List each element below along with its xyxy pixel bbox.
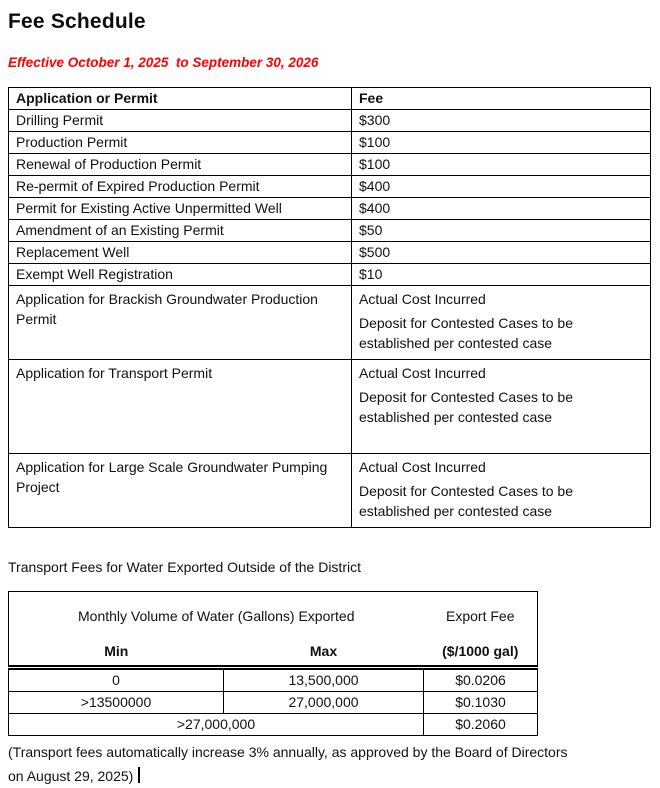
fee-cell: $10 [352, 264, 651, 286]
fee-cell: $400 [352, 198, 651, 220]
application-cell [9, 454, 352, 528]
volume-header-cell: Monthly Volume of Water (Gallons) Exported [78, 608, 355, 624]
application-cell: Re-permit of Expired Production Permit [9, 176, 352, 198]
min-cell: >13500000 [9, 692, 224, 714]
table-row [9, 454, 651, 528]
export-fee-header-cell: Export Fee [446, 608, 515, 624]
fee-cell: $50 [352, 220, 651, 242]
fee-line-1: Actual Cost Incurred [359, 459, 486, 475]
export-fee-cell: $0.2060 [424, 714, 538, 736]
application-cell: Permit for Existing Active Unpermitted Well [9, 198, 352, 220]
range-cell: >27,000,000 [9, 714, 424, 736]
application-cell: Drilling Permit [9, 110, 352, 132]
fee-cell: $100 [352, 154, 651, 176]
transport-fee-note [8, 740, 650, 788]
application-cell: Production Permit [9, 132, 352, 154]
application-text: Application for Large Scale Groundwater Pumping Project [16, 459, 328, 495]
table-row [9, 286, 651, 360]
fee-cell [352, 360, 651, 454]
fee-cell [352, 286, 651, 360]
effective-dates-line: Effective October 1, 2025 to September 30, 2026 [8, 55, 319, 70]
fee-line-2: Deposit for Contested Cases to be established per contested case [359, 315, 574, 351]
fee-cell: $300 [352, 110, 651, 132]
application-cell: Amendment of an Existing Permit [9, 220, 352, 242]
fee-cell: $400 [352, 176, 651, 198]
fee-line-1: Actual Cost Incurred [359, 365, 486, 381]
table-row [9, 176, 651, 198]
table-row [9, 360, 651, 454]
table-row [9, 714, 538, 736]
unit-label-cell: ($/1000 gal) [424, 627, 538, 668]
page-title: Fee Schedule [8, 10, 146, 33]
table-row [9, 154, 651, 176]
fee-line-2: Deposit for Contested Cases to be established per contested case [359, 483, 574, 519]
fee-line-2: Deposit for Contested Cases to be established per contested case [359, 389, 574, 425]
table-row [9, 132, 651, 154]
fee-table-header-fee: Fee [352, 88, 651, 110]
application-text: Application for Transport Permit [16, 365, 213, 381]
application-cell [9, 360, 352, 454]
table-row [9, 220, 651, 242]
transport-fees-table [8, 591, 538, 736]
min-label-cell: Min [9, 627, 224, 668]
min-cell: 0 [9, 668, 224, 692]
export-fee-cell: $0.1030 [424, 692, 538, 714]
fee-table-header-row [9, 88, 651, 110]
fee-cell: $500 [352, 242, 651, 264]
max-cell: 27,000,000 [224, 692, 424, 714]
application-text: Application for Brackish Groundwater Production Permit [16, 291, 318, 327]
application-cell [9, 286, 352, 360]
max-label-cell: Max [224, 627, 424, 668]
table-row [9, 242, 651, 264]
application-cell: Renewal of Production Permit [9, 154, 352, 176]
transport-section-heading: Transport Fees for Water Exported Outside of the District [8, 559, 361, 575]
note-line-2-text: on August 29, 2025) [8, 768, 134, 784]
empty-line [359, 427, 643, 447]
fee-cell: $100 [352, 132, 651, 154]
table-row [9, 668, 538, 692]
transport-header-row-2 [9, 627, 538, 668]
note-line-1: (Transport fees automatically increase 3% annually, as approved by the Board of Directors [8, 744, 568, 760]
fee-table-header-application: Application or Permit [9, 88, 352, 110]
table-row [9, 264, 651, 286]
text-cursor [138, 767, 140, 783]
transport-header-row-1 [9, 592, 538, 628]
table-row [9, 110, 651, 132]
fee-schedule-table [8, 87, 651, 528]
application-cell: Replacement Well [9, 242, 352, 264]
fee-cell [352, 454, 651, 528]
max-cell: 13,500,000 [224, 668, 424, 692]
table-row [9, 198, 651, 220]
table-row [9, 692, 538, 714]
export-fee-cell: $0.0206 [424, 668, 538, 692]
fee-line-1: Actual Cost Incurred [359, 291, 486, 307]
application-cell: Exempt Well Registration [9, 264, 352, 286]
note-line-2 [8, 764, 650, 788]
